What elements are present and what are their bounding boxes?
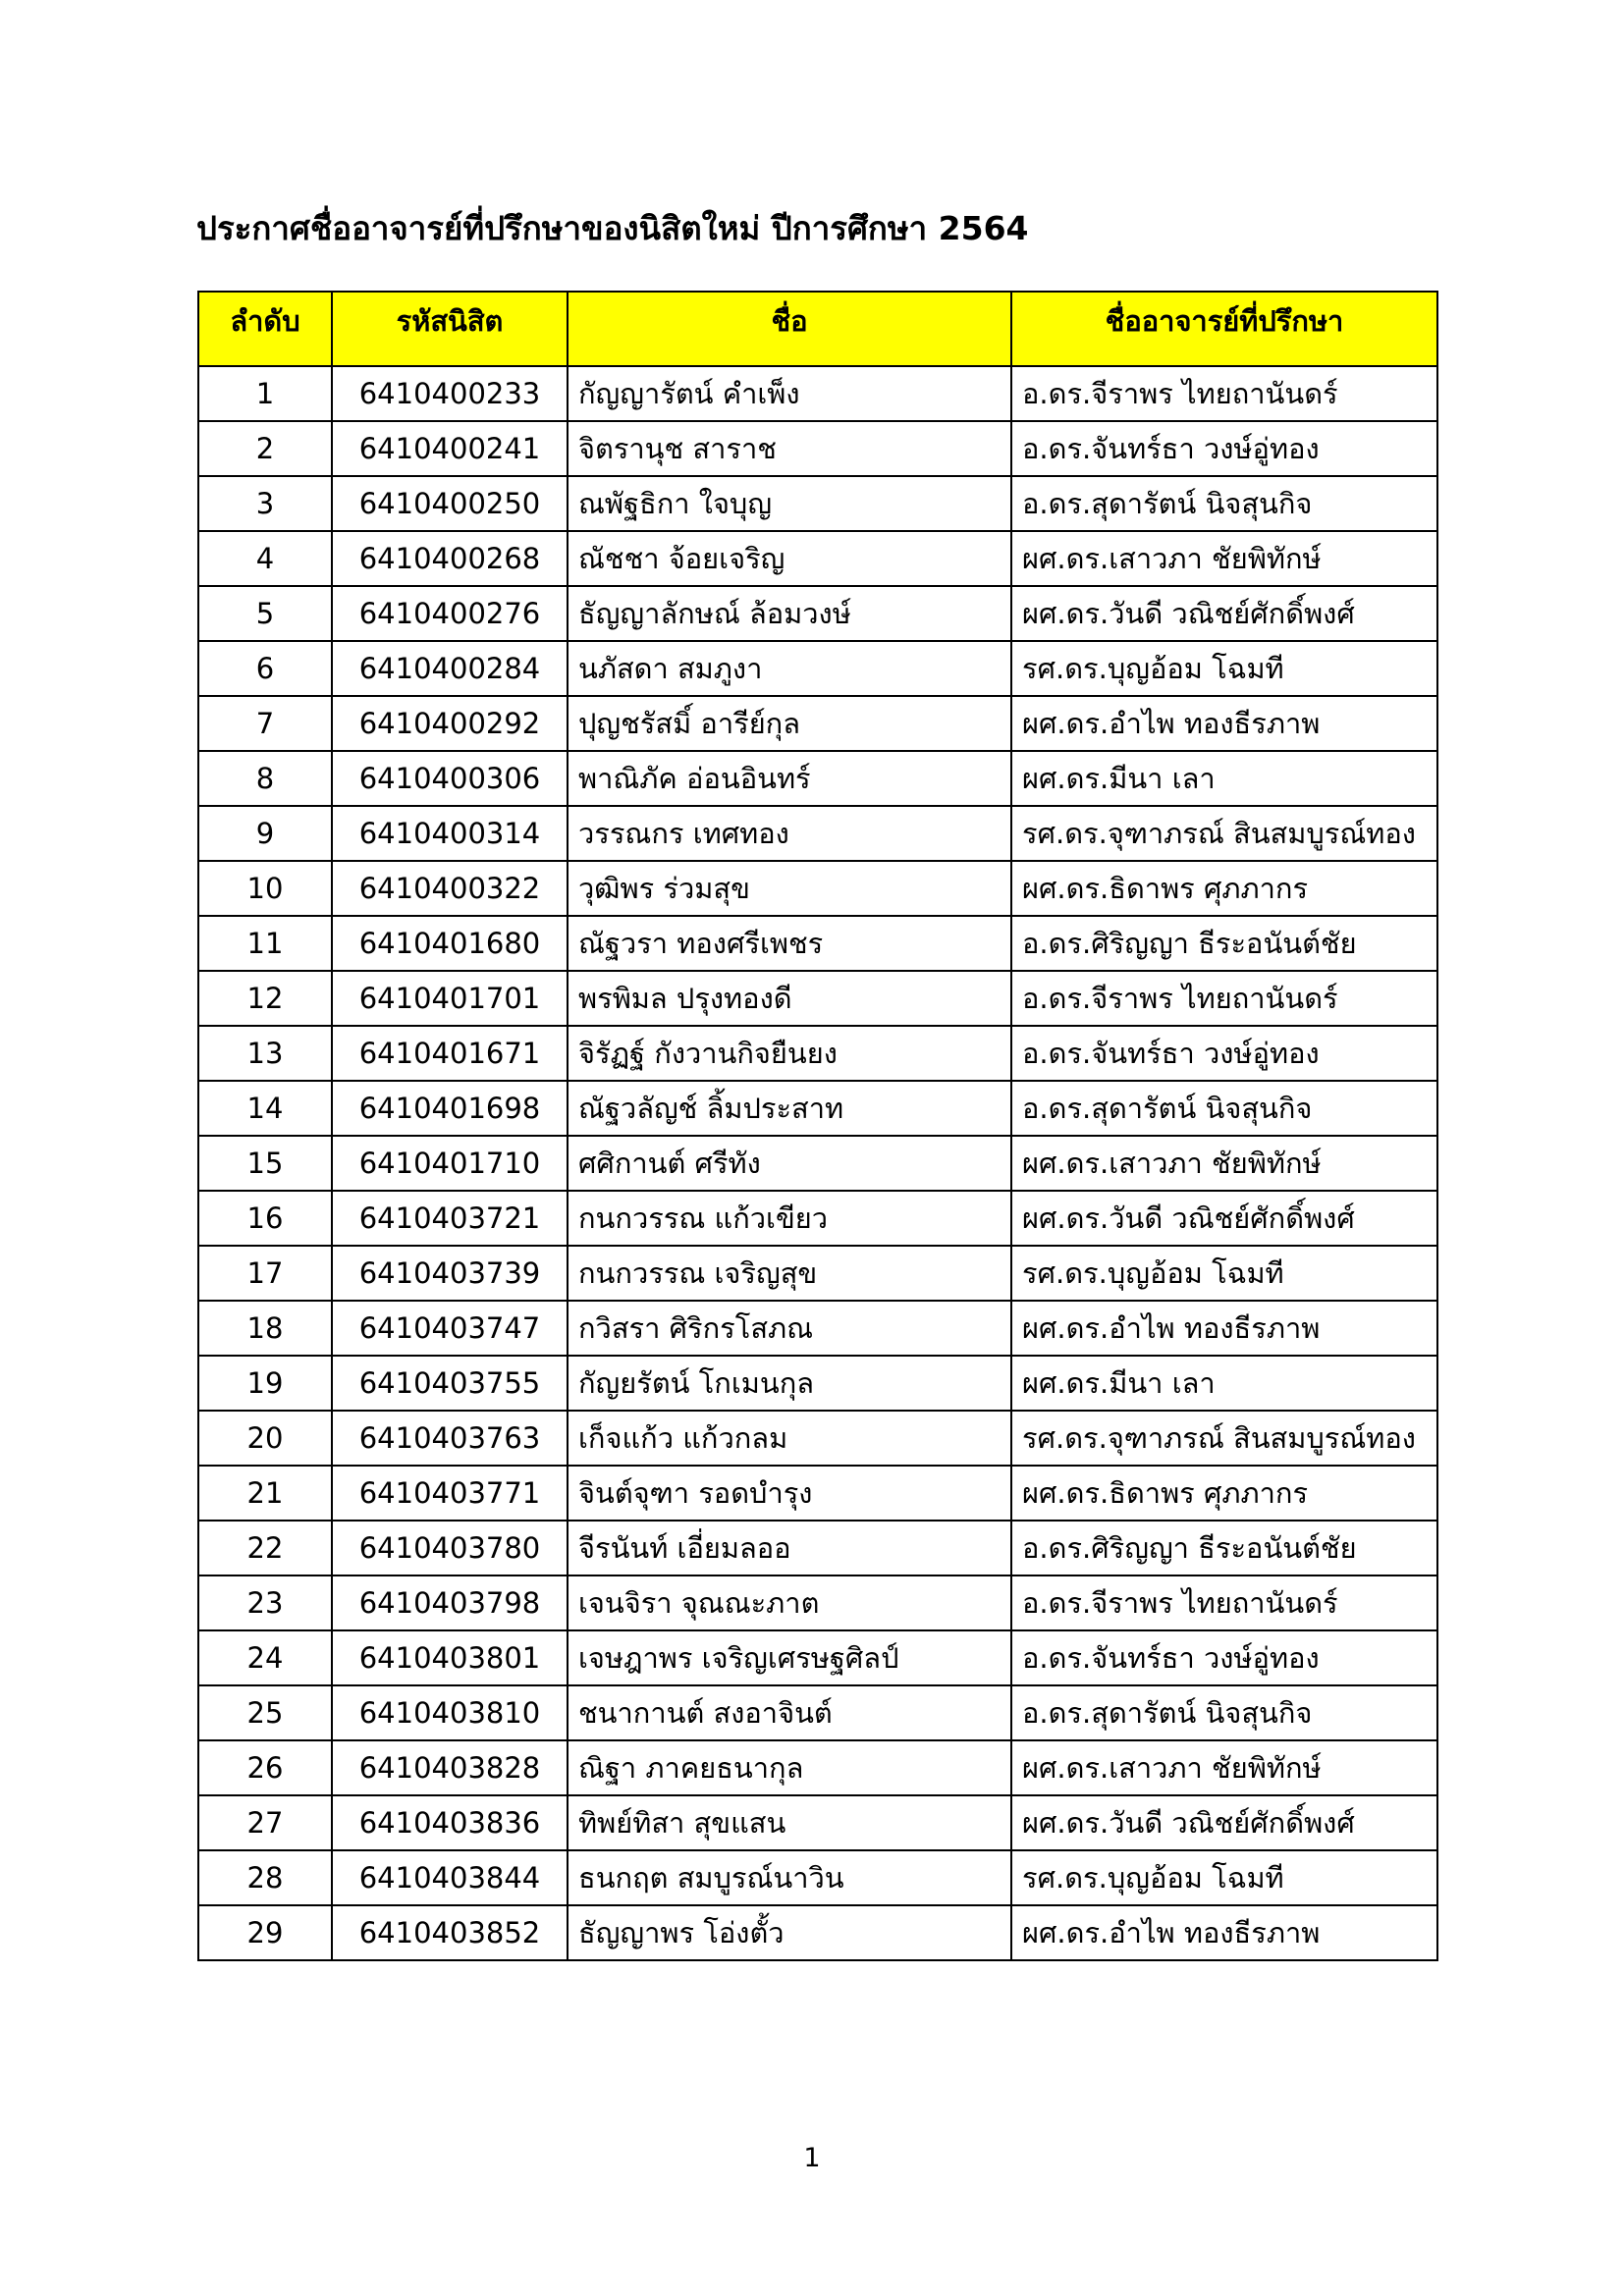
student-id-cell: 6410400292 [332, 696, 568, 751]
student-name-cell: พรพิมล ปรุงทองดี [568, 971, 1011, 1026]
student-name-cell: ทิพย์ทิสา สุขแสน [568, 1795, 1011, 1850]
table-row [198, 971, 1437, 1026]
order-cell: 21 [198, 1466, 332, 1521]
order-cell: 17 [198, 1246, 332, 1301]
page-number: 1 [803, 2143, 821, 2173]
advisor-cell: อ.ดร.จันทร์ธา วงษ์อู่ทอง [1011, 421, 1437, 476]
student-id-cell: 6410400250 [332, 476, 568, 531]
student-id-cell: 6410403755 [332, 1356, 568, 1411]
advisor-cell: อ.ดร.จีราพร ไทยถานันดร์ [1011, 971, 1437, 1026]
advisor-cell: ผศ.ดร.วันดี วณิชย์ศักดิ์พงศ์ [1011, 1191, 1437, 1246]
student-id-cell: 6410403780 [332, 1521, 568, 1575]
advisor-cell: อ.ดร.จันทร์ธา วงษ์อู่ทอง [1011, 1026, 1437, 1081]
order-cell: 13 [198, 1026, 332, 1081]
advisor-cell: รศ.ดร.บุญอ้อม โฉมที [1011, 641, 1437, 696]
student-id-cell: 6410400241 [332, 421, 568, 476]
table-header-row [198, 292, 1437, 366]
table-row [198, 806, 1437, 861]
student-id-cell: 6410403798 [332, 1575, 568, 1630]
advisor-cell: รศ.ดร.จุฑาภรณ์ สินสมบูรณ์ทอง [1011, 806, 1437, 861]
student-name-cell: จีรนันท์ เอี่ยมลออ [568, 1521, 1011, 1575]
student-id-cell: 6410401701 [332, 971, 568, 1026]
advisor-cell: ผศ.ดร.อำไพ ทองธีรภาพ [1011, 696, 1437, 751]
column-header-name: ชื่อ [568, 292, 1011, 366]
order-cell: 7 [198, 696, 332, 751]
student-name-cell: ธัญญาพร โอ่งตั้ว [568, 1905, 1011, 1960]
student-id-cell: 6410401680 [332, 916, 568, 971]
advisor-table [197, 291, 1438, 1961]
student-id-cell: 6410400268 [332, 531, 568, 586]
column-header-student-id: รหัสนิสิต [332, 292, 568, 366]
advisor-cell: ผศ.ดร.อำไพ ทองธีรภาพ [1011, 1301, 1437, 1356]
student-id-cell: 6410401698 [332, 1081, 568, 1136]
advisor-cell: อ.ดร.จันทร์ธา วงษ์อู่ทอง [1011, 1630, 1437, 1685]
student-name-cell: ณัฐวรา ทองศรีเพชร [568, 916, 1011, 971]
table-row [198, 1905, 1437, 1960]
student-name-cell: นภัสดา สมภูงา [568, 641, 1011, 696]
table-body [198, 366, 1437, 1960]
advisor-cell: ผศ.ดร.วันดี วณิชย์ศักดิ์พงศ์ [1011, 1795, 1437, 1850]
student-name-cell: กัญยรัตน์ โกเมนกุล [568, 1356, 1011, 1411]
advisor-cell: อ.ดร.สุดารัตน์ นิจสุนกิจ [1011, 1685, 1437, 1740]
table-row [198, 1685, 1437, 1740]
student-name-cell: จินต์จุฑา รอดบำรุง [568, 1466, 1011, 1521]
order-cell: 26 [198, 1740, 332, 1795]
student-name-cell: ศศิกานต์ ศรีทัง [568, 1136, 1011, 1191]
table-row [198, 531, 1437, 586]
order-cell: 24 [198, 1630, 332, 1685]
order-cell: 27 [198, 1795, 332, 1850]
table-row [198, 1630, 1437, 1685]
advisor-cell: ผศ.ดร.วันดี วณิชย์ศักดิ์พงศ์ [1011, 586, 1437, 641]
order-cell: 6 [198, 641, 332, 696]
order-cell: 18 [198, 1301, 332, 1356]
student-name-cell: เจนจิรา จุณณะภาต [568, 1575, 1011, 1630]
table-row [198, 1356, 1437, 1411]
order-cell: 20 [198, 1411, 332, 1466]
order-cell: 8 [198, 751, 332, 806]
table-row [198, 1466, 1437, 1521]
advisor-cell: ผศ.ดร.ธิดาพร ศุภภากร [1011, 861, 1437, 916]
advisor-cell: อ.ดร.สุดารัตน์ นิจสุนกิจ [1011, 476, 1437, 531]
student-name-cell: พาณิภัค อ่อนอินทร์ [568, 751, 1011, 806]
order-cell: 25 [198, 1685, 332, 1740]
order-cell: 14 [198, 1081, 332, 1136]
table-row [198, 861, 1437, 916]
order-cell: 2 [198, 421, 332, 476]
student-id-cell: 6410400306 [332, 751, 568, 806]
order-cell: 11 [198, 916, 332, 971]
advisor-cell: ผศ.ดร.อำไพ ทองธีรภาพ [1011, 1905, 1437, 1960]
table-row [198, 1081, 1437, 1136]
table-row [198, 916, 1437, 971]
student-id-cell: 6410400314 [332, 806, 568, 861]
student-id-cell: 6410403771 [332, 1466, 568, 1521]
table-row [198, 1136, 1437, 1191]
order-cell: 9 [198, 806, 332, 861]
advisor-cell: ผศ.ดร.มีนา เลา [1011, 751, 1437, 806]
table-row [198, 586, 1437, 641]
advisor-cell: อ.ดร.ศิริญญา ธีระอนันต์ชัย [1011, 1521, 1437, 1575]
table-row [198, 1740, 1437, 1795]
order-cell: 16 [198, 1191, 332, 1246]
student-name-cell: กนกวรรณ เจริญสุข [568, 1246, 1011, 1301]
student-id-cell: 6410400322 [332, 861, 568, 916]
student-id-cell: 6410401710 [332, 1136, 568, 1191]
advisor-cell: ผศ.ดร.เสาวภา ชัยพิทักษ์ [1011, 1136, 1437, 1191]
student-id-cell: 6410403763 [332, 1411, 568, 1466]
student-name-cell: เจษฎาพร เจริญเศรษฐศิลป์ [568, 1630, 1011, 1685]
order-cell: 29 [198, 1905, 332, 1960]
table-row [198, 1246, 1437, 1301]
student-id-cell: 6410403801 [332, 1630, 568, 1685]
student-id-cell: 6410403747 [332, 1301, 568, 1356]
student-name-cell: ณิฐา ภาคยธนากุล [568, 1740, 1011, 1795]
student-name-cell: ปุญชรัสมิ์ อารีย์กุล [568, 696, 1011, 751]
advisor-cell: ผศ.ดร.เสาวภา ชัยพิทักษ์ [1011, 531, 1437, 586]
student-name-cell: ธัญญาลักษณ์ ล้อมวงษ์ [568, 586, 1011, 641]
advisor-cell: อ.ดร.สุดารัตน์ นิจสุนกิจ [1011, 1081, 1437, 1136]
student-name-cell: ณพัฐธิกา ใจบุญ [568, 476, 1011, 531]
advisor-cell: รศ.ดร.จุฑาภรณ์ สินสมบูรณ์ทอง [1011, 1411, 1437, 1466]
student-id-cell: 6410400233 [332, 366, 568, 421]
student-name-cell: ชนากานต์ สงอาจินต์ [568, 1685, 1011, 1740]
student-name-cell: กัญญารัตน์ คำเพ็ง [568, 366, 1011, 421]
order-cell: 22 [198, 1521, 332, 1575]
advisor-cell: อ.ดร.จีราพร ไทยถานันดร์ [1011, 1575, 1437, 1630]
student-name-cell: เก็จแก้ว แก้วกลม [568, 1411, 1011, 1466]
table-row [198, 1575, 1437, 1630]
order-cell: 19 [198, 1356, 332, 1411]
table-row [198, 1301, 1437, 1356]
student-id-cell: 6410401671 [332, 1026, 568, 1081]
student-id-cell: 6410403844 [332, 1850, 568, 1905]
order-cell: 1 [198, 366, 332, 421]
page-title: ประกาศชื่ออาจารย์ที่ปรึกษาของนิสิตใหม่ ปีการศึกษา 2564 [196, 209, 1029, 247]
table-row [198, 751, 1437, 806]
student-name-cell: จิตรานุช สาราช [568, 421, 1011, 476]
student-id-cell: 6410403852 [332, 1905, 568, 1960]
advisor-cell: รศ.ดร.บุญอ้อม โฉมที [1011, 1246, 1437, 1301]
student-name-cell: ณัชชา จ้อยเจริญ [568, 531, 1011, 586]
order-cell: 5 [198, 586, 332, 641]
order-cell: 15 [198, 1136, 332, 1191]
table-row [198, 1026, 1437, 1081]
student-id-cell: 6410403739 [332, 1246, 568, 1301]
table-row [198, 1850, 1437, 1905]
student-name-cell: จิรัฏฐ์ กังวานกิจยืนยง [568, 1026, 1011, 1081]
student-name-cell: ณัฐวลัญช์ ลิ้มประสาท [568, 1081, 1011, 1136]
advisor-cell: ผศ.ดร.ธิดาพร ศุภภากร [1011, 1466, 1437, 1521]
student-name-cell: วรรณกร เทศทอง [568, 806, 1011, 861]
table-row [198, 366, 1437, 421]
advisor-cell: อ.ดร.ศิริญญา ธีระอนันต์ชัย [1011, 916, 1437, 971]
column-header-advisor: ชื่ออาจารย์ที่ปรึกษา [1011, 292, 1437, 366]
table-row [198, 1191, 1437, 1246]
table-row [198, 696, 1437, 751]
order-cell: 28 [198, 1850, 332, 1905]
student-id-cell: 6410400276 [332, 586, 568, 641]
table-row [198, 1795, 1437, 1850]
student-id-cell: 6410400284 [332, 641, 568, 696]
column-header-order: ลำดับ [198, 292, 332, 366]
table-row [198, 641, 1437, 696]
order-cell: 23 [198, 1575, 332, 1630]
student-name-cell: กนกวรรณ แก้วเขียว [568, 1191, 1011, 1246]
order-cell: 3 [198, 476, 332, 531]
student-name-cell: วุฒิพร ร่วมสุข [568, 861, 1011, 916]
order-cell: 4 [198, 531, 332, 586]
order-cell: 10 [198, 861, 332, 916]
student-id-cell: 6410403810 [332, 1685, 568, 1740]
student-id-cell: 6410403828 [332, 1740, 568, 1795]
advisor-cell: รศ.ดร.บุญอ้อม โฉมที [1011, 1850, 1437, 1905]
student-id-cell: 6410403836 [332, 1795, 568, 1850]
table-row [198, 421, 1437, 476]
table-row [198, 476, 1437, 531]
table-row [198, 1521, 1437, 1575]
student-name-cell: กวิสรา ศิริกรโสภณ [568, 1301, 1011, 1356]
student-name-cell: ธนกฤต สมบูรณ์นาวิน [568, 1850, 1011, 1905]
advisor-cell: อ.ดร.จีราพร ไทยถานันดร์ [1011, 366, 1437, 421]
table-row [198, 1411, 1437, 1466]
student-id-cell: 6410403721 [332, 1191, 568, 1246]
order-cell: 12 [198, 971, 332, 1026]
advisor-cell: ผศ.ดร.มีนา เลา [1011, 1356, 1437, 1411]
advisor-cell: ผศ.ดร.เสาวภา ชัยพิทักษ์ [1011, 1740, 1437, 1795]
